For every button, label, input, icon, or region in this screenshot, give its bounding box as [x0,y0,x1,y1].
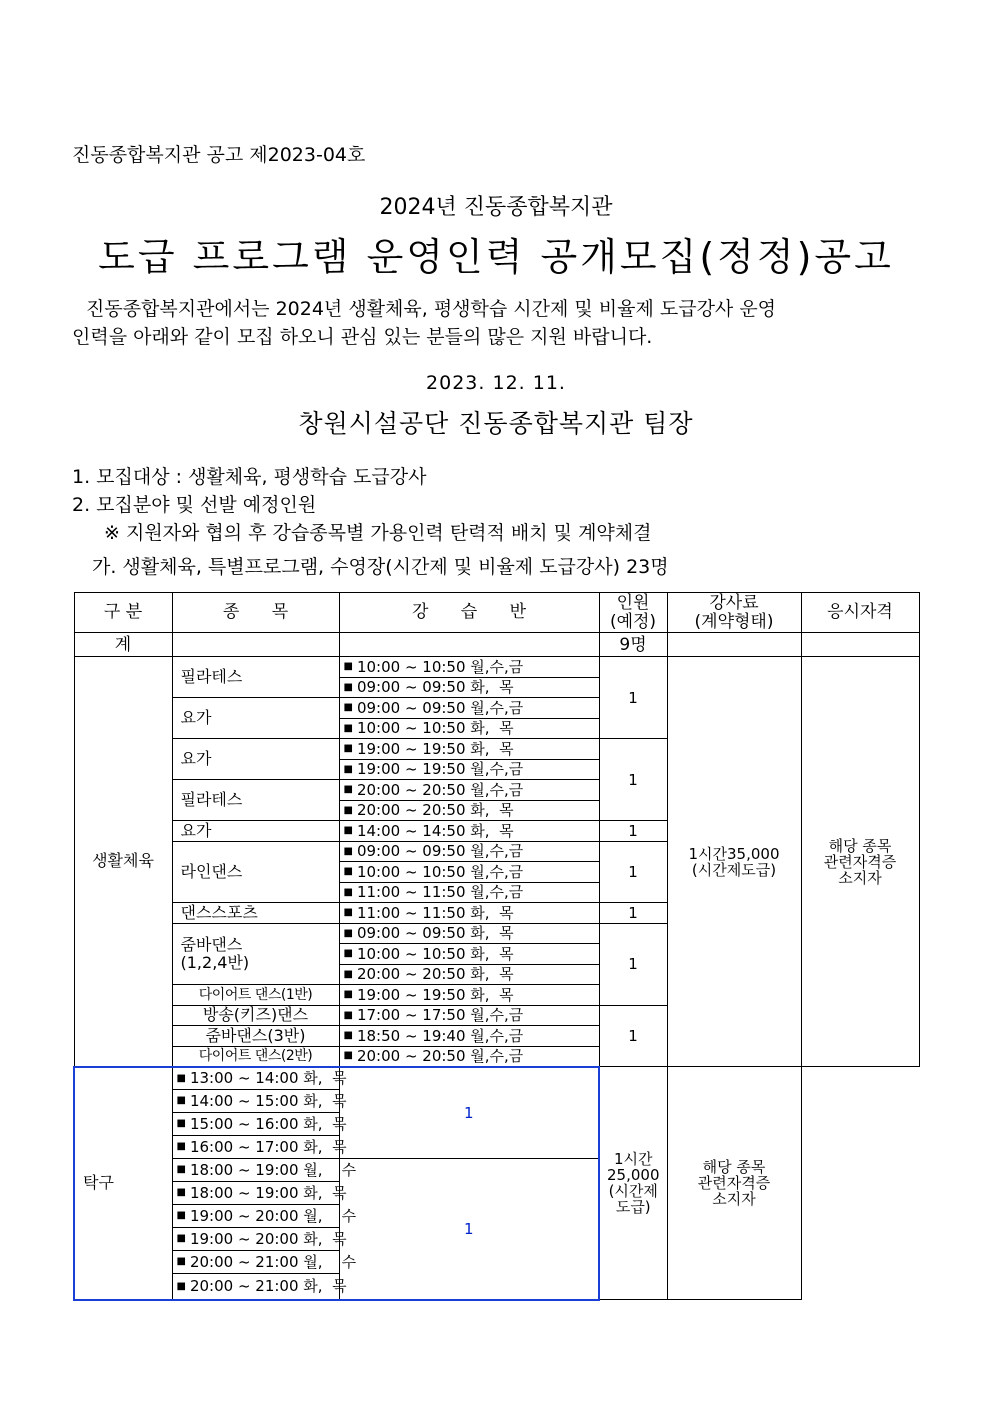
count-cell: 1 [599,903,667,924]
schedule-cell [339,739,599,760]
schedule-cell [172,1159,357,1182]
schedule-cell [339,923,599,944]
qualification-line2: 관련자격증 [697,1174,771,1192]
count-cell: 1 [599,657,667,739]
schedule-text: 14:00 ~ 14:50 화, 목 [356,821,514,840]
bullet-icon: ■ [343,1050,353,1062]
bullet-icon: ■ [176,1256,186,1268]
schedule-text: 09:00 ~ 09:50 월,수,금 [356,698,524,717]
schedule-text: 10:00 ~ 10:50 월,수,금 [356,657,524,676]
fee-cell [599,1067,667,1300]
schedule-text: 19:00 ~ 20:00 월, 수 [189,1206,357,1225]
program-zumba-1 [172,923,339,985]
program-pilates: 필라테스 [172,657,339,698]
bullet-icon: ■ [176,1118,186,1130]
bullet-icon: ■ [343,825,353,836]
bullet-icon: ■ [343,968,353,980]
schedule-text: 19:00 ~ 19:50 화, 목 [356,985,514,1004]
intro-line-2: 인력을 아래와 같이 모집 하오니 관심 있는 분들의 많은 지원 바랍니다. [72,326,653,348]
fee-line1: 1시간25,000 [607,1150,660,1184]
schedule-cell [339,1005,599,1026]
recruitment-table [73,592,920,1301]
count-cell: 1 [599,841,667,903]
subsection-title: 가. 생활체육, 특별프로그램, 수영장(시간제 및 비율제 도급강사) 23명 [92,556,669,578]
total-label: 계 [74,633,172,657]
schedule-text: 11:00 ~ 11:50 화, 목 [356,903,514,922]
bullet-icon: ■ [343,845,353,857]
bullet-icon: ■ [343,804,353,816]
schedule-text: 18:50 ~ 19:40 월,수,금 [356,1026,524,1045]
bullet-icon: ■ [343,722,353,734]
schedule-cell [339,780,599,801]
bullet-icon: ■ [176,1072,186,1084]
program-diet-dance-2: 다이어트 댄스(2반) [172,1046,339,1067]
fee-line1: 1시간35,000 [688,844,780,863]
schedule-cell [172,1136,347,1159]
bullet-icon: ■ [343,784,353,795]
schedule-cell [339,821,599,842]
program-pilates: 필라테스 [172,780,339,821]
qualification-cell [801,657,919,1067]
program-zumba-1-sub: (1,2,4반) [180,952,250,972]
total-empty [667,633,801,657]
qualification-line1: 해당 종목 [828,836,892,855]
schedule-text: 17:00 ~ 17:50 월,수,금 [356,1006,524,1024]
table-row [74,1067,919,1090]
notice-date: 2023. 12. 11. [426,372,566,394]
schedule-cell [339,657,599,678]
schedule-text: 20:00 ~ 20:50 월,수,금 [356,780,524,799]
table-header-row [74,593,919,633]
header-fee-line2: (계약형태) [694,611,774,632]
header-qualification: 응시자격 [801,593,919,633]
schedule-text: 09:00 ~ 09:50 화, 목 [356,924,514,942]
program-yoga: 요가 [172,821,339,842]
schedule-cell [172,1113,347,1136]
schedule-text: 20:00 ~ 21:00 월, 수 [189,1252,357,1271]
schedule-text: 16:00 ~ 17:00 화, 목 [189,1137,347,1156]
program-yoga: 요가 [172,739,339,780]
schedule-text: 14:00 ~ 15:00 화, 목 [189,1091,347,1110]
bullet-icon: ■ [176,1233,186,1245]
schedule-cell [339,841,599,862]
schedule-cell [172,1182,347,1205]
bullet-icon: ■ [176,1280,186,1292]
schedule-text: 20:00 ~ 21:00 화, 목 [189,1277,347,1295]
bullet-icon: ■ [343,661,353,672]
notice-title: 도급 프로그램 운영인력 공개모집(정정)공고 [98,235,894,279]
schedule-cell [172,1205,357,1228]
schedule-text: 18:00 ~ 19:00 화, 목 [189,1183,347,1202]
schedule-text: 19:00 ~ 19:50 화, 목 [356,739,514,758]
bullet-icon: ■ [343,763,353,775]
count-cell: 1 [339,1067,599,1159]
fee-line2: (시간제도급) [691,860,777,879]
bullet-icon: ■ [343,743,353,754]
program-dance-sports: 댄스스포츠 [172,903,339,924]
intro-line-1: 진동종합복지관에서는 2024년 생활체육, 평생학습 시간제 및 비율제 도급강사 운영 [86,298,777,320]
schedule-text: 11:00 ~ 11:50 월,수,금 [356,883,524,901]
schedule-text: 10:00 ~ 10:50 화, 목 [356,944,514,963]
header-count [599,593,667,633]
schedule-text: 13:00 ~ 14:00 화, 목 [189,1069,347,1087]
bullet-icon: ■ [176,1187,186,1199]
header-count-line2: (예정) [609,611,657,632]
bullet-icon: ■ [343,702,353,713]
schedule-cell [339,677,599,698]
header-count-line1: 인원 [616,592,650,613]
qualification-line1: 해당 종목 [702,1158,766,1176]
fee-line2: (시간제도급) [608,1182,658,1216]
schedule-text: 20:00 ~ 20:50 화, 목 [356,801,514,819]
category-cell: 생활체육 [74,657,172,1067]
schedule-text: 19:00 ~ 19:50 월,수,금 [356,760,524,778]
item-recruit-target: 1. 모집대상 : 생활체육, 평생학습 도급강사 [72,466,427,488]
program-yoga: 요가 [172,698,339,739]
bullet-icon: ■ [176,1164,186,1176]
schedule-text: 10:00 ~ 10:50 화, 목 [356,719,514,737]
schedule-text: 09:00 ~ 09:50 화, 목 [356,678,514,696]
bullet-icon: ■ [176,1095,186,1107]
total-empty [172,633,339,657]
schedule-cell [172,1274,347,1300]
schedule-cell [172,1067,347,1090]
qualification-line3: 소지자 [838,868,882,887]
qualification-line2: 관련자격증 [823,852,897,871]
program-zumba-3: 줌바댄스(3반) [172,1026,339,1047]
fee-cell [667,657,801,1067]
header-program: 종 목 [172,593,339,633]
qualification-cell [667,1067,801,1300]
schedule-text: 20:00 ~ 20:50 월,수,금 [356,1046,524,1065]
schedule-cell [339,718,599,739]
header-fee [667,593,801,633]
schedule-cell [339,985,599,1006]
program-diet-dance-1: 다이어트 댄스(1반) [172,985,339,1006]
signer: 창원시설공단 진동종합복지관 팀장 [298,409,694,438]
header-category: 구 분 [74,593,172,633]
program-zumba-1-name: 줌바댄스 [180,934,243,954]
bullet-icon: ■ [343,681,353,693]
bullet-icon: ■ [343,948,353,959]
schedule-text: 18:00 ~ 19:00 월, 수 [189,1160,357,1179]
count-cell: 1 [599,739,667,821]
schedule-cell [339,759,599,780]
bullet-icon: ■ [176,1141,186,1153]
bullet-icon: ■ [343,989,353,1000]
bullet-icon: ■ [343,1030,353,1041]
total-empty [801,633,919,657]
count-cell: 1 [599,821,667,842]
schedule-text: 09:00 ~ 09:50 월,수,금 [356,842,524,860]
schedule-text: 15:00 ~ 16:00 화, 목 [189,1114,347,1133]
notice-subtitle: 2024년 진동종합복지관 [379,195,613,220]
schedule-cell [172,1228,347,1251]
header-fee-line1: 강사료 [709,592,759,613]
schedule-text: 20:00 ~ 20:50 화, 목 [356,965,514,983]
bullet-icon: ■ [343,1009,353,1021]
bullet-icon: ■ [343,886,353,898]
bullet-icon: ■ [343,907,353,918]
schedule-cell [339,903,599,924]
bullet-icon: ■ [343,866,353,877]
table-row [74,657,919,678]
count-cell: 1 [599,923,667,1005]
schedule-cell [339,862,599,883]
item-recruit-field: 2. 모집분야 및 선발 예정인원 [72,494,317,516]
notice-number: 진동종합복지관 공고 제2023-04호 [72,144,366,166]
total-count: 9명 [599,633,667,657]
schedule-cell [339,800,599,821]
schedule-text: 10:00 ~ 10:50 월,수,금 [356,862,524,881]
schedule-text: 19:00 ~ 20:00 화, 목 [189,1229,347,1248]
bullet-icon: ■ [343,927,353,939]
schedule-cell [339,1026,599,1047]
count-cell: 1 [599,1005,667,1067]
total-row [74,633,919,657]
note: ※ 지원자와 협의 후 강습종목별 가용인력 탄력적 배치 및 계약체결 [104,522,652,544]
bullet-icon: ■ [176,1210,186,1222]
schedule-cell [172,1251,357,1274]
schedule-cell [339,964,599,985]
total-empty [339,633,599,657]
program-kids-dance: 방송(키즈)댄스 [172,1005,339,1026]
schedule-cell [339,698,599,719]
count-cell: 1 [339,1159,599,1300]
schedule-cell [172,1090,347,1113]
schedule-cell [339,1046,599,1067]
program-table-tennis: 탁구 [74,1067,172,1300]
header-class: 강 습 반 [339,593,599,633]
program-line-dance: 라인댄스 [172,841,339,903]
schedule-cell [339,882,599,903]
schedule-cell [339,944,599,965]
qualification-line3: 소지자 [712,1190,756,1208]
